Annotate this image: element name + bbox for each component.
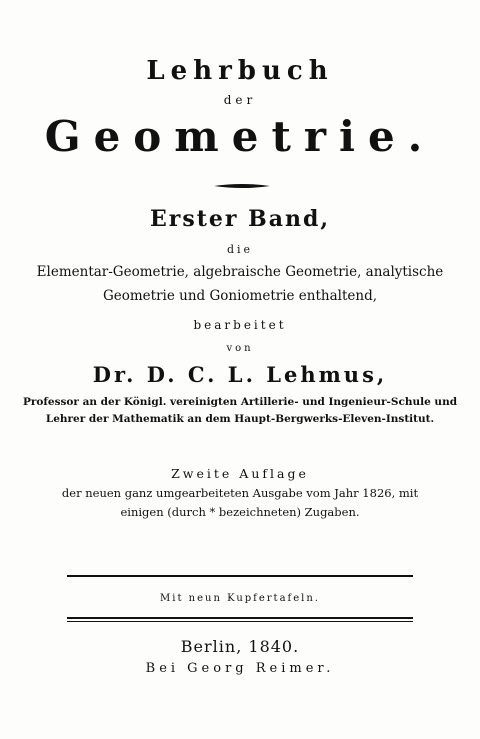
edition-note-line-1: der neuen ganz umgearbeiteten Ausgabe vom Jahr 1826, mit <box>61 486 419 500</box>
edition-label: Zweite Auflage <box>171 466 309 481</box>
rule-bottom-thin <box>67 621 413 622</box>
place-and-year: Berlin, 1840. <box>180 637 300 656</box>
edition-note-line-2: einigen (durch * bezeichneten) Zugaben. <box>120 505 360 519</box>
author-name: Dr. D. C. L. Lehmus, <box>92 362 388 387</box>
title-word-der: der <box>223 93 257 107</box>
title-word-lehrbuch: Lehrbuch <box>146 56 334 86</box>
author-position-line-1: Professor an der Königl. vereinigten Artillerie- und Ingenieur-Schule und <box>22 396 458 408</box>
description-line-2: Geometrie und Goniometrie enthaltend, <box>102 288 378 304</box>
rule-top <box>67 575 413 577</box>
ornament-divider <box>214 183 270 189</box>
publisher: Bei Georg Reimer. <box>145 661 335 676</box>
title-word-geometrie: Geometrie. <box>44 112 436 161</box>
description-line-1: Elementar-Geometrie, algebraische Geometrie, analytische <box>36 264 444 280</box>
plates-note: Mit neun Kupfertafeln. <box>160 593 320 604</box>
description-intro: die <box>226 243 254 256</box>
author-position-line-2: Lehrer der Mathematik an dem Haupt-Bergwerks-Eleven-Institut. <box>45 413 435 425</box>
rule-bottom-thick <box>67 617 413 619</box>
by-label: von <box>226 343 254 354</box>
volume-label: Erster Band, <box>149 206 331 232</box>
worked-by-label: bearbeitet <box>193 318 287 332</box>
